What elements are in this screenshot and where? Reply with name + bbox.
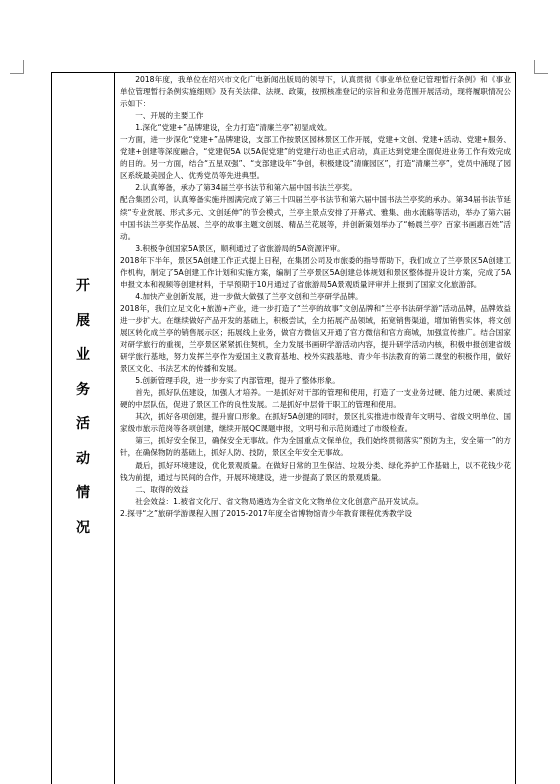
body-paragraph: 最后，抓好环境建设，优化景观质量。在做好日常的卫生保洁、垃圾分类、绿化养护工作基础上，以不花钱少花钱为前提，通过与民间的合作，开展环境建设，进一步提高了景区的景观质量。 [120,460,511,482]
body-paragraph: 2018年度，我单位在绍兴市文化广电新闻出版局的领导下，认真贯彻《事业单位登记管理暂行条例》和《事业单位管理暂行条例实施细则》及有关法律、法规、政策，按照核准登记的宗旨和业务范围开展活动，现将履职情况公示如下： [120,75,511,109]
row-label-char: 情 [76,485,90,501]
row-label-cell [52,73,115,784]
body-paragraph: 2.探寻“之”旅研学游课程入围了2015-2017年度全省博物馆青少年教育课程优秀教学设 [120,508,412,518]
body-paragraph: 社会效益：1.被省文化厅、省文物局遴选为全省文化文物单位文化创意产品开发试点。 [135,496,424,506]
row-label-char: 务 [76,381,90,398]
row-label-char: 况 [76,519,90,536]
body-paragraph: 其次，抓好各项创建，提升窗口形象。在抓好5A创建的同时，景区扎实推进市级青年文明号、省级文明单位、国家级市旅示范岗等各项创建，继续开展QC课题申报，文明号和示范岗通过了市级检查。 [120,412,511,434]
body-paragraph: 第三，抓好安全保卫，确保安全无事故。作为全国重点文保单位，我们始终贯彻落实“预防为主，安全第一”的方针，在确保物防的基础上，抓好人防、技防，景区全年安全无事故。 [120,436,511,458]
row-label [76,269,90,784]
row-label-char: 动 [76,450,90,467]
body-paragraph: 首先，抓好队伍建设，加强人才培养。一是抓好对干部的管理和使用，打造了一支业务过硬、能力过硬、素质过硬的中层队伍，促进了景区工作的良性发展。二是抓好中层骨干职工的管理和使用。 [120,388,511,410]
section-heading: 5.创新管理手段，进一步夯实了内部管理，提升了整体形象。 [135,376,340,386]
row-label-char: 展 [76,312,90,329]
row-label-char: 业 [76,347,90,363]
body-paragraph: 一方面，进一步深化“党建+”品牌建设，支部工作按景区园林景区工作开展，党建+文创、党建+活动、党建+服务、党建+创建等深度融合，“党建促5A 以5A促党建”的党建行动也正式启动，真正达到党建全面促进业务工作有效完成的目的。另一方面，结合“五星双强”、“支部建设年”争创，积极建设“清廉园区”，打造“清廉兰亭”，党员中涌现了园区系统最美园企人、优秀党员等先进典型。 [120,135,511,181]
section-heading: 1.深化“党建+”品牌建设，全力打造“清廉兰亭”初显成效。 [135,123,332,133]
row-label-char: 开 [76,278,90,294]
report-table [51,72,516,784]
section-heading: 3.积极争创国家5A景区，顺利通过了省旅游局的5A资源评审。 [135,243,345,253]
body-paragraph: 2018年下半年，景区5A创建工作正式提上日程，在集团公司及市旅委的指导帮助下，我们成立了兰亭景区5A创建工作机构，制定了5A创建工作计划和实施方案，编制了兰亭景区5A创建总体规划和景区整体提升设计方案，完成了5A申报文本和视频等创建材料，于早预期于10月通过了省旅游局5A景观质量评审并上报到了国家文化旅游部。 [120,255,511,289]
body-paragraph: 配合集团公司，认真筹备实施并圆满完成了第三十四届兰亭书法节和第六届中国书法兰亭奖的承办。第34届书法节延续“专业赏展、形式多元、文创延伸”的节会模式，兰亭主景点安排了开幕式、雅集、曲水流觞等活动，举办了第六届中国书法兰亭奖作品展、兰亭的故事主题文创展、精品兰花展等，并创新策划举办了“畅晨兰亭？百家书画惠百姓”活动。 [120,195,511,241]
section-heading: 2.认真筹备，承办了第34届兰亭书法节和第六届中国书法兰亭奖。 [135,183,358,193]
content-cell [115,73,515,784]
section-heading: 一、开展的主要工作 [135,111,204,121]
section-heading: 4.加快产业创新发展，进一步做大做强了兰亭文创和兰亭研学品牌。 [135,291,363,301]
crop-mark-top-left [10,60,24,74]
section-heading: 二、取得的效益 [135,484,189,494]
body-paragraph: 2018年，我们立足文化+旅游+产业，进一步打造了“兰亭的故事”文创品牌和“兰亭书法研学游”活动品牌，品牌效益进一步扩大。在继续做好产品开发的基础上，积极尝试，全力拓展产品领域，拓宽销售渠道，增加销售实体，将文创展区转化成兰亭的销售展示区；拓展线上业务，做官方微信又开通了官方微信和官方商城，加强宣传推广。结合国家对研学旅行的重视，兰亭景区紧紧抓住契机，全力发展书画研学游活动内容，提升研学活动内核，积极申报创建省级研学旅行基地，努力发挥兰亭作为爱国主义教育基地、校外实践基地、青少年书法教育的第二课堂的积极作用，做好景区文化、书法艺术的传播和发展。 [120,303,511,374]
row-label-char: 活 [76,416,90,432]
crop-mark-top-right [534,60,548,74]
